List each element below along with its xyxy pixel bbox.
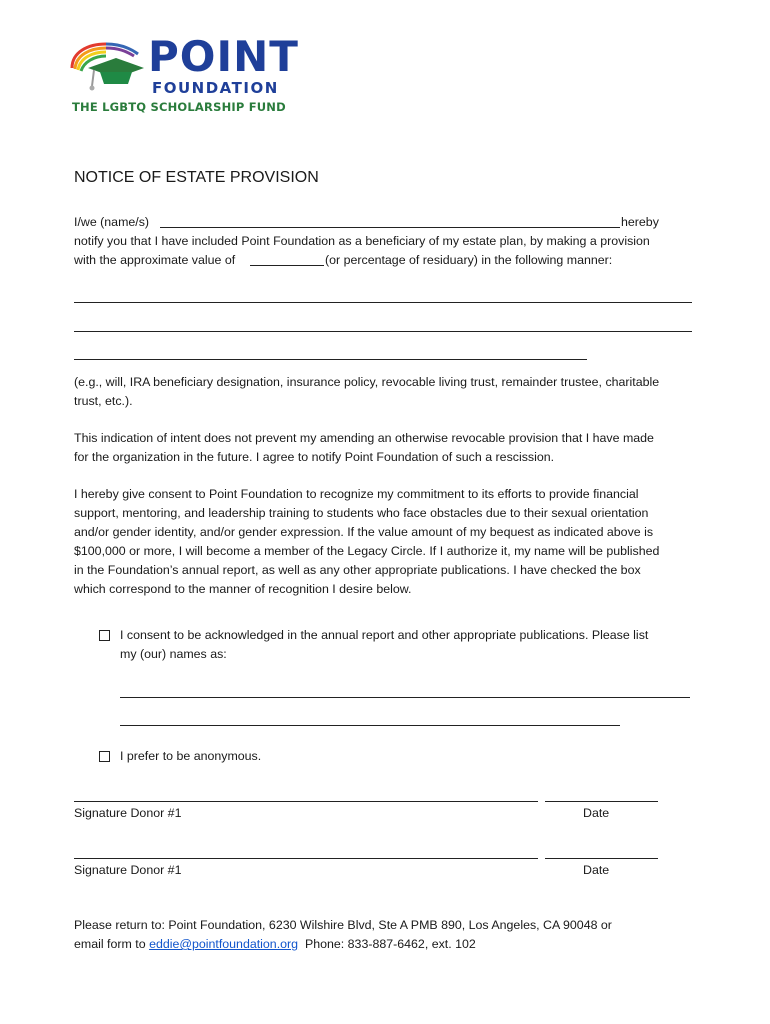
intent-line-1: This indication of intent does not prevent my amending an otherwise revocable provision that I have made — [74, 431, 654, 445]
consent-line-5: in the Foundation’s annual report, as well as any other appropriate publications. I have checked the box — [74, 563, 641, 577]
examples-line-2: trust, etc.). — [74, 394, 133, 408]
acknowledged-names-line-2[interactable] — [120, 725, 620, 726]
intro-line-2: notify you that I have included Point Foundation as a beneficiary of my estate plan, by making a provision — [74, 234, 650, 248]
acknowledge-label-line-2: my (our) names as: — [120, 647, 227, 661]
intent-paragraph — [74, 429, 704, 467]
intent-line-2: for the organization in the future. I agree to notify Point Foundation of such a rescission. — [74, 450, 555, 464]
anonymous-checkbox[interactable] — [99, 751, 110, 762]
footer-line-2-prefix: email form to — [74, 937, 150, 951]
logo-word-foundation: FOUNDATION — [152, 79, 279, 97]
signature-line-1[interactable] — [74, 801, 538, 802]
consent-line-4: $100,000 or more, I will become a member of the Legacy Circle. If I authorize it, my name will be published — [74, 544, 660, 558]
consent-line-2: support, mentoring, and leadership training to students who face obstacles due to their sexual orientation — [74, 506, 649, 520]
page-title: NOTICE OF ESTATE PROVISION — [74, 169, 319, 186]
graduation-cap-logo-icon — [66, 38, 148, 98]
examples-paragraph — [74, 373, 704, 411]
consent-paragraph — [74, 485, 704, 599]
acknowledge-checkbox[interactable] — [99, 630, 110, 641]
date-label-2: Date — [583, 863, 610, 877]
date-line-1[interactable] — [545, 801, 658, 802]
intro-line-3-start: with the approximate value of — [74, 253, 236, 267]
footer-line-1: Please return to: Point Foundation, 6230 Wilshire Blvd, Ste A PMB 890, Los Angeles, CA 90048 or — [74, 918, 612, 932]
manner-field-line-1[interactable] — [74, 302, 692, 303]
consent-line-6: which correspond to the manner of recognition I desire below. — [74, 582, 412, 596]
consent-line-3: and/or gender identity, and/or gender expression. If the value amount of my bequest as indicated above is — [74, 525, 654, 539]
manner-field-line-2[interactable] — [74, 331, 692, 332]
anonymous-label: I prefer to be anonymous. — [120, 749, 262, 763]
signature-label-1: Signature Donor #1 — [74, 806, 182, 820]
footer-phone: Phone: 833-887-6462, ext. 102 — [298, 937, 476, 951]
examples-line-1: (e.g., will, IRA beneficiary designation, insurance policy, revocable living trust, remainder trustee, charitable — [74, 375, 660, 389]
names-field[interactable] — [160, 227, 620, 228]
approximate-value-field[interactable] — [250, 265, 324, 266]
manner-field-line-3[interactable] — [74, 359, 587, 360]
intro-line-1 — [74, 213, 149, 232]
acknowledge-label-line-1: I consent to be acknowledged in the annual report and other appropriate publications. Please list — [120, 628, 649, 642]
intro-line-1-end: hereby — [621, 215, 659, 229]
acknowledged-names-line-1[interactable] — [120, 697, 690, 698]
logo-word-point: POINT — [148, 32, 299, 81]
consent-line-1: I hereby give consent to Point Foundation to recognize my commitment to its efforts to provide financial — [74, 487, 639, 501]
signature-line-2[interactable] — [74, 858, 538, 859]
intro-line-1-start: I/we (name/s) — [74, 215, 150, 229]
signature-label-2: Signature Donor #1 — [74, 863, 182, 877]
footer-line-2 — [74, 935, 476, 954]
date-line-2[interactable] — [545, 858, 658, 859]
logo-tagline: THE LGBTQ SCHOLARSHIP FUND — [72, 100, 286, 114]
email-link[interactable]: eddie@pointfoundation.org — [149, 937, 299, 951]
date-label-1: Date — [583, 806, 610, 820]
point-foundation-logo — [66, 32, 326, 120]
intro-line-3-end: (or percentage of residuary) in the following manner: — [325, 253, 613, 267]
